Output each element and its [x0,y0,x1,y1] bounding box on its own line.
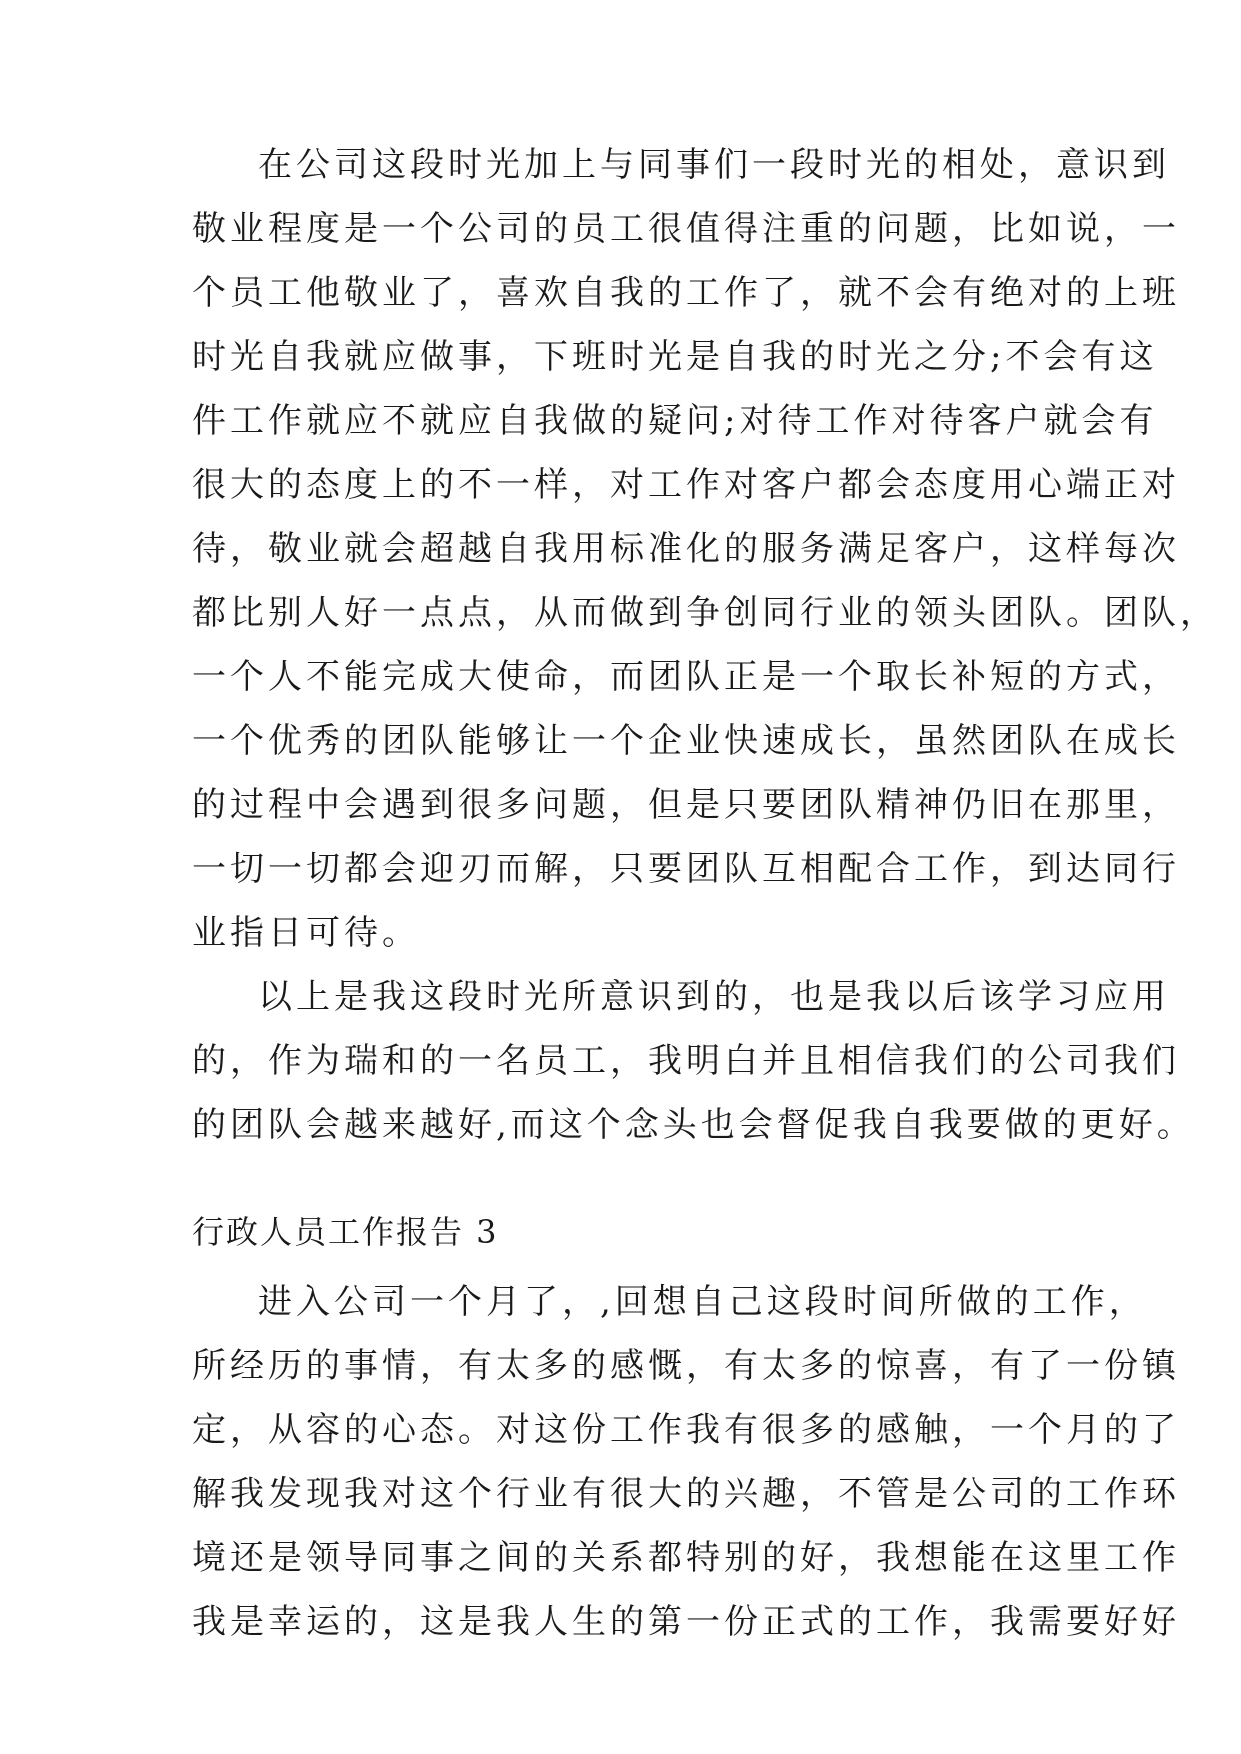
paragraph-line: 件工作就应不就应自我做的疑问;对待工作对待客户就会有 [192,401,1158,441]
paragraph-line: 业指日可待。 [192,913,420,953]
paragraph-line: 解我发现我对这个行业有很大的兴趣，不管是公司的工作环 [192,1474,1180,1514]
paragraph-line: 定，从容的心态。对这份工作我有很多的感触，一个月的了 [192,1410,1180,1450]
paragraph-line: 进入公司一个月了，,回想自己这段时间所做的工作， [258,1282,1147,1322]
paragraph-line: 我是幸运的，这是我人生的第一份正式的工作，我需要好好 [192,1602,1180,1642]
paragraph-line: 个员工他敬业了，喜欢自我的工作了，就不会有绝对的上班 [192,273,1180,313]
paragraph-line: 待，敬业就会超越自我用标准化的服务满足客户，这样每次 [192,529,1180,569]
paragraph-line: 时光自我就应做事，下班时光是自我的时光之分;不会有这 [192,337,1158,377]
paragraph-line: 以上是我这段时光所意识到的，也是我以后该学习应用 [258,977,1170,1017]
paragraph-line: 在公司这段时光加上与同事们一段时光的相处，意识到 [258,145,1170,185]
paragraph-line: 一个人不能完成大使命，而团队正是一个取长补短的方式， [192,657,1180,697]
paragraph-line: 一个优秀的团队能够让一个企业快速成长，虽然团队在成长 [192,721,1180,761]
paragraph-line: 敬业程度是一个公司的员工很值得注重的问题，比如说，一 [192,209,1180,249]
paragraph-line: 一切一切都会迎刃而解，只要团队互相配合工作，到达同行 [192,849,1180,889]
paragraph-line: 的团队会越来越好,而这个念头也会督促我自我要做的更好。 [192,1105,1195,1145]
paragraph-line: 都比别人好一点点，从而做到争创同行业的领头团队。团队， [192,593,1218,633]
paragraph-line: 的，作为瑞和的一名员工，我明白并且相信我们的公司我们 [192,1041,1180,1081]
paragraph-line: 所经历的事情，有太多的感慨，有太多的惊喜，有了一份镇 [192,1346,1180,1386]
paragraph-line: 很大的态度上的不一样，对工作对客户都会态度用心端正对 [192,465,1180,505]
paragraph-line: 境还是领导同事之间的关系都特别的好，我想能在这里工作 [192,1538,1180,1578]
paragraph-line: 的过程中会遇到很多问题，但是只要团队精神仍旧在那里， [192,785,1180,825]
section-heading: 行政人员工作报告 3 [192,1213,499,1251]
